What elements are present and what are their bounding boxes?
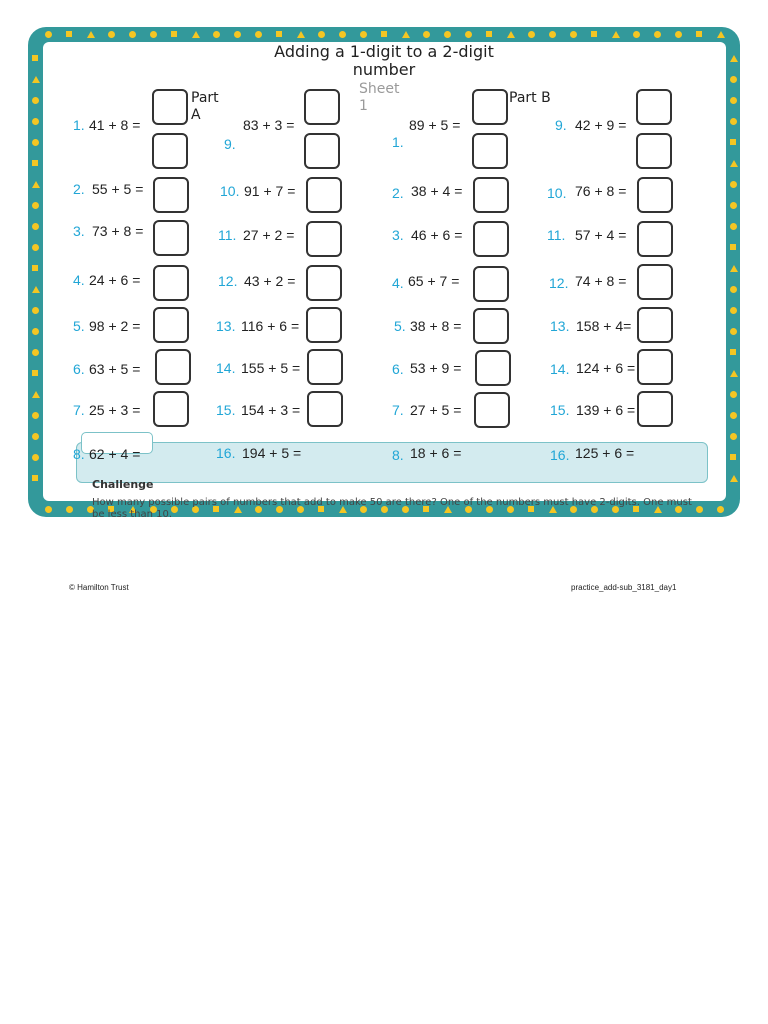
question-number: 6. bbox=[73, 361, 85, 377]
border-decoration bbox=[730, 181, 737, 188]
border-decoration bbox=[45, 506, 52, 513]
question-text: 154 + 3 = bbox=[241, 402, 301, 418]
question-number: 7. bbox=[392, 402, 404, 418]
question-text: 155 + 5 = bbox=[241, 360, 301, 376]
border-decoration bbox=[32, 412, 39, 419]
border-decoration bbox=[730, 97, 737, 104]
border-decoration bbox=[255, 31, 262, 38]
answer-box[interactable] bbox=[153, 391, 189, 427]
question-text: 74 + 8 = bbox=[575, 273, 627, 289]
question-text: 125 + 6 = bbox=[575, 445, 635, 461]
question-number: 16. bbox=[550, 447, 570, 463]
border-decoration bbox=[730, 328, 737, 335]
answer-box[interactable] bbox=[152, 133, 188, 169]
answer-box[interactable] bbox=[473, 177, 509, 213]
border-decoration bbox=[402, 31, 410, 38]
question-number: 2. bbox=[392, 185, 404, 201]
part-b-label: Part B bbox=[509, 90, 551, 106]
question-text: 124 + 6 = bbox=[576, 360, 636, 376]
border-decoration bbox=[234, 31, 241, 38]
border-decoration bbox=[730, 244, 736, 250]
border-decoration bbox=[381, 31, 387, 37]
border-decoration bbox=[66, 31, 72, 37]
border-decoration bbox=[129, 31, 136, 38]
border-decoration bbox=[696, 31, 702, 37]
question-number: 3. bbox=[392, 227, 404, 243]
question-text: 27 + 2 = bbox=[243, 227, 295, 243]
border-decoration bbox=[32, 286, 40, 293]
border-decoration bbox=[32, 139, 39, 146]
question-number: 12. bbox=[218, 273, 238, 289]
border-decoration bbox=[549, 31, 556, 38]
border-decoration bbox=[32, 349, 39, 356]
question-text: 24 + 6 = bbox=[89, 272, 141, 288]
border-decoration bbox=[730, 160, 738, 167]
question-number: 1. bbox=[73, 117, 85, 133]
challenge-heading: Challenge bbox=[92, 478, 154, 491]
answer-box[interactable] bbox=[637, 264, 673, 300]
border-decoration bbox=[66, 506, 73, 513]
answer-box[interactable] bbox=[153, 177, 189, 213]
border-decoration bbox=[108, 31, 115, 38]
question-text: 116 + 6 = bbox=[241, 318, 300, 334]
answer-box[interactable] bbox=[155, 349, 191, 385]
border-decoration bbox=[423, 31, 430, 38]
answer-box[interactable] bbox=[636, 133, 672, 169]
border-decoration bbox=[591, 31, 597, 37]
question-text: 139 + 6 = bbox=[576, 402, 636, 418]
question-number: 4. bbox=[392, 275, 404, 291]
question-number: 9. bbox=[555, 117, 567, 133]
question-number: 11. bbox=[547, 227, 566, 243]
question-text: 89 + 5 = bbox=[409, 117, 461, 133]
border-decoration bbox=[32, 391, 40, 398]
border-decoration bbox=[32, 97, 39, 104]
border-decoration bbox=[32, 76, 40, 83]
question-number: 9. bbox=[224, 136, 236, 152]
question-number: 3. bbox=[73, 223, 85, 239]
answer-box[interactable] bbox=[637, 391, 673, 427]
border-decoration bbox=[730, 307, 737, 314]
border-decoration bbox=[32, 55, 38, 61]
border-decoration bbox=[32, 328, 39, 335]
question-number: 14. bbox=[550, 361, 570, 377]
border-decoration bbox=[32, 181, 40, 188]
border-decoration bbox=[730, 139, 736, 145]
question-text: 57 + 4 = bbox=[575, 227, 627, 243]
footer-reference: practice_add-sub_3181_day1 bbox=[571, 583, 677, 592]
question-text: 38 + 8 = bbox=[410, 318, 462, 334]
question-number: 11. bbox=[218, 227, 237, 243]
border-decoration bbox=[192, 31, 200, 38]
border-decoration bbox=[730, 55, 738, 62]
answer-box[interactable] bbox=[636, 89, 672, 125]
border-decoration bbox=[730, 76, 737, 83]
question-text: 73 + 8 = bbox=[92, 223, 144, 239]
border-decoration bbox=[339, 31, 346, 38]
question-number: 14. bbox=[216, 360, 236, 376]
border-decoration bbox=[171, 31, 177, 37]
question-number: 15. bbox=[550, 402, 570, 418]
worksheet-title: Adding a 1-digit to a 2-digit number bbox=[274, 42, 494, 79]
border-decoration bbox=[150, 31, 157, 38]
question-number: 8. bbox=[392, 447, 404, 463]
border-decoration bbox=[730, 391, 737, 398]
border-decoration bbox=[730, 349, 736, 355]
question-text: 46 + 6 = bbox=[411, 227, 463, 243]
answer-box[interactable] bbox=[307, 391, 343, 427]
border-decoration bbox=[528, 31, 535, 38]
challenge-text: How many possible pairs of numbers that add to make 50 are there? One of the numbers must have 2-digits. One must be less than 10. bbox=[92, 497, 692, 520]
question-number: 4. bbox=[73, 272, 85, 288]
question-text: 42 + 9 = bbox=[575, 117, 627, 133]
answer-box[interactable] bbox=[472, 133, 508, 169]
border-decoration bbox=[32, 454, 39, 461]
question-text: 62 + 4 = bbox=[89, 446, 141, 462]
answer-box[interactable] bbox=[637, 221, 673, 257]
question-number: 10. bbox=[220, 183, 240, 199]
border-decoration bbox=[730, 370, 738, 377]
border-decoration bbox=[32, 202, 39, 209]
answer-box[interactable] bbox=[306, 221, 342, 257]
border-decoration bbox=[465, 31, 472, 38]
border-decoration bbox=[730, 202, 737, 209]
border-decoration bbox=[444, 31, 451, 38]
question-number: 5. bbox=[73, 318, 85, 334]
question-number: 16. bbox=[216, 445, 236, 461]
answer-box[interactable] bbox=[307, 349, 343, 385]
border-decoration bbox=[32, 223, 39, 230]
border-decoration bbox=[654, 31, 661, 38]
question-text: 63 + 5 = bbox=[89, 361, 141, 377]
border-decoration bbox=[45, 31, 52, 38]
answer-box[interactable] bbox=[472, 89, 508, 125]
answer-box[interactable] bbox=[304, 133, 340, 169]
border-decoration bbox=[32, 118, 39, 125]
answer-box[interactable] bbox=[153, 265, 189, 301]
question-text: 55 + 5 = bbox=[92, 181, 144, 197]
border-decoration bbox=[87, 31, 95, 38]
answer-box[interactable] bbox=[475, 350, 511, 386]
answer-box[interactable] bbox=[304, 89, 340, 125]
border-decoration bbox=[276, 31, 282, 37]
question-text: 53 + 9 = bbox=[410, 360, 462, 376]
border-decoration bbox=[507, 31, 515, 38]
border-decoration bbox=[675, 31, 682, 38]
border-decoration bbox=[730, 265, 738, 272]
border-decoration bbox=[32, 307, 39, 314]
question-number: 1. bbox=[392, 134, 404, 150]
border-decoration bbox=[730, 223, 737, 230]
border-decoration bbox=[730, 475, 738, 482]
border-decoration bbox=[612, 31, 620, 38]
answer-box[interactable] bbox=[306, 265, 342, 301]
border-decoration bbox=[717, 31, 725, 38]
border-decoration bbox=[717, 506, 724, 513]
question-text: 91 + 7 = bbox=[244, 183, 296, 199]
question-number: 13. bbox=[550, 318, 570, 334]
sheet-label: Sheet 1 bbox=[359, 81, 400, 114]
question-text: 76 + 8 = bbox=[575, 183, 627, 199]
border-decoration bbox=[486, 31, 492, 37]
border-decoration bbox=[318, 31, 325, 38]
answer-box[interactable] bbox=[306, 307, 342, 343]
question-number: 5. bbox=[394, 318, 406, 334]
border-decoration bbox=[32, 244, 39, 251]
border-decoration bbox=[360, 31, 367, 38]
question-text: 41 + 8 = bbox=[89, 117, 141, 133]
border-decoration bbox=[32, 370, 38, 376]
question-text: 98 + 2 = bbox=[89, 318, 141, 334]
question-text: 25 + 3 = bbox=[89, 402, 141, 418]
answer-box[interactable] bbox=[637, 307, 673, 343]
answer-box[interactable] bbox=[473, 266, 509, 302]
answer-box[interactable] bbox=[306, 177, 342, 213]
part-a-label: Part A bbox=[191, 90, 219, 123]
question-text: 43 + 2 = bbox=[244, 273, 296, 289]
footer-copyright: © Hamilton Trust bbox=[69, 583, 129, 592]
border-decoration bbox=[213, 31, 220, 38]
border-decoration bbox=[730, 454, 736, 460]
question-number: 8. bbox=[73, 446, 85, 462]
answer-box[interactable] bbox=[153, 307, 189, 343]
answer-box[interactable] bbox=[153, 220, 189, 256]
question-number: 12. bbox=[549, 275, 569, 291]
border-decoration bbox=[32, 433, 39, 440]
question-number: 7. bbox=[73, 402, 85, 418]
border-decoration bbox=[32, 160, 38, 166]
question-text: 194 + 5 = bbox=[242, 445, 302, 461]
question-number: 2. bbox=[73, 181, 85, 197]
question-number: 13. bbox=[216, 318, 236, 334]
question-number: 10. bbox=[547, 185, 567, 201]
border-decoration bbox=[32, 265, 38, 271]
answer-box[interactable] bbox=[473, 221, 509, 257]
question-text: 83 + 3 = bbox=[243, 117, 295, 133]
border-decoration bbox=[730, 286, 737, 293]
question-text: 65 + 7 = bbox=[408, 273, 460, 289]
question-number: 15. bbox=[216, 402, 236, 418]
answer-box[interactable] bbox=[473, 308, 509, 344]
border-decoration bbox=[633, 31, 640, 38]
question-number: 6. bbox=[392, 361, 404, 377]
border-decoration bbox=[730, 433, 737, 440]
question-text: 38 + 4 = bbox=[411, 183, 463, 199]
border-decoration bbox=[730, 412, 737, 419]
border-decoration bbox=[297, 31, 305, 38]
answer-box[interactable] bbox=[637, 177, 673, 213]
question-text: 158 + 4= bbox=[576, 318, 632, 334]
question-text: 27 + 5 = bbox=[410, 402, 462, 418]
border-decoration bbox=[696, 506, 703, 513]
border-decoration bbox=[730, 118, 737, 125]
border-decoration bbox=[570, 31, 577, 38]
question-text: 18 + 6 = bbox=[410, 445, 462, 461]
answer-box[interactable] bbox=[474, 392, 510, 428]
answer-box[interactable] bbox=[152, 89, 188, 125]
border-decoration bbox=[32, 475, 38, 481]
answer-box[interactable] bbox=[637, 349, 673, 385]
